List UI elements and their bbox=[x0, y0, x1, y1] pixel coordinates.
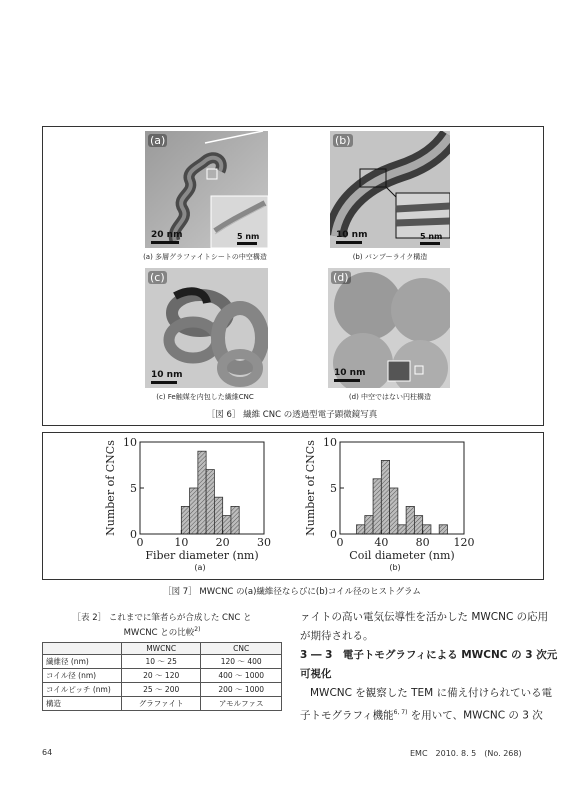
table-cell: アモルファス bbox=[201, 697, 282, 711]
table-header-cell: MWCNC bbox=[122, 643, 201, 655]
body-line: ァイトの高い電気伝導性を活かした MWCNC の応用 bbox=[300, 611, 549, 623]
histogram-fiber-diameter bbox=[98, 436, 283, 566]
panel-tag-a: (a) bbox=[150, 134, 166, 147]
section-heading-line2: 可視化 bbox=[300, 668, 332, 680]
scale-bar-c-main bbox=[151, 370, 182, 384]
scale-label-a-inset: 5 nm bbox=[237, 232, 260, 241]
x-axis-label: Fiber diameter (nm) bbox=[145, 549, 259, 562]
histogram-bar bbox=[390, 488, 398, 534]
x-tick-label: 120 bbox=[453, 536, 475, 549]
section-heading bbox=[300, 646, 562, 684]
histogram-bar bbox=[190, 488, 198, 534]
scale-label-c-main: 10 nm bbox=[151, 370, 183, 380]
table-row-label: コイル径 (nm) bbox=[43, 669, 122, 683]
panel-tag-c: (c) bbox=[150, 271, 165, 284]
histogram-bar bbox=[198, 451, 206, 534]
panel-tag-b: (b) bbox=[335, 134, 351, 147]
table-header-cell bbox=[43, 643, 122, 655]
scale-label-b-main: 10 nm bbox=[336, 230, 368, 240]
histogram-bar bbox=[214, 497, 222, 534]
comparison-table bbox=[42, 642, 282, 711]
x-tick-label: 0 bbox=[136, 536, 144, 549]
table-cell: 120 ～ 400 bbox=[201, 655, 282, 669]
figure-7-title: ［図 7］ MWCNC の(a)繊維径ならびに(b)コイル径のヒストグラム bbox=[163, 587, 421, 597]
table-header-row bbox=[43, 643, 282, 655]
y-tick-label: 10 bbox=[323, 436, 337, 449]
x-tick-label: 0 bbox=[336, 536, 344, 549]
histogram-bar bbox=[206, 470, 214, 534]
body-line-with-ref bbox=[300, 703, 562, 726]
body-line: MWCNC を観察した TEM に備え付けられている電 bbox=[310, 687, 553, 699]
body-paragraph-1 bbox=[300, 608, 562, 646]
figure-6-caption-d: (d) 中空ではない円柱構造 bbox=[348, 393, 432, 401]
body-text-span: を用いて、MWCNC の 3 次 bbox=[407, 709, 543, 722]
figure-6-frame bbox=[42, 126, 544, 426]
table-cell: グラファイト bbox=[122, 697, 201, 711]
table-row-label: コイルピッチ (nm) bbox=[43, 683, 122, 697]
scale-bar-a-main bbox=[151, 230, 182, 244]
histogram-bar bbox=[439, 525, 447, 534]
scale-label-a-main: 20 nm bbox=[151, 230, 183, 240]
y-tick-label: 5 bbox=[330, 482, 337, 495]
x-axis-label: Coil diameter (nm) bbox=[349, 549, 455, 562]
table-cell: 25 ～ 200 bbox=[122, 683, 201, 697]
table-2-title bbox=[42, 613, 282, 639]
histogram-bar bbox=[365, 516, 373, 534]
scale-label-b-inset: 5 nm bbox=[420, 232, 443, 241]
x-tick-label: 80 bbox=[415, 536, 430, 549]
histogram-bar bbox=[381, 460, 389, 534]
figure-7-sub-a: (a) bbox=[194, 563, 206, 572]
table-row bbox=[43, 655, 282, 669]
scale-bar-b-inset bbox=[420, 232, 442, 245]
scale-bar-d-main bbox=[334, 368, 365, 382]
histogram-bar bbox=[398, 525, 406, 534]
table-cell: 200 ～ 1000 bbox=[201, 683, 282, 697]
body-paragraph-2 bbox=[300, 684, 562, 726]
table-row bbox=[43, 669, 282, 683]
table-2-title-line2: MWCNC との比較 bbox=[123, 627, 195, 638]
table-cell: 400 ～ 1000 bbox=[201, 669, 282, 683]
table-row bbox=[43, 683, 282, 697]
table-row-label: 繊維径 (nm) bbox=[43, 655, 122, 669]
figure-7-sub-b: (b) bbox=[389, 563, 401, 572]
x-tick-label: 30 bbox=[257, 536, 271, 549]
x-tick-label: 40 bbox=[374, 536, 389, 549]
figure-6-caption-c: (c) Fe触媒を内包した繊維CNC bbox=[156, 393, 254, 401]
histogram-bar bbox=[231, 506, 239, 534]
figure-6-caption-a: (a) 多層グラファイトシートの中空構造 bbox=[143, 253, 267, 261]
y-axis-label: Number of CNCs bbox=[304, 440, 317, 536]
body-line: が期待される。 bbox=[300, 630, 374, 642]
body-ref: 6, 7) bbox=[393, 709, 408, 716]
histogram-bar bbox=[223, 516, 231, 534]
micrograph-b bbox=[330, 131, 450, 248]
y-axis-label: Number of CNCs bbox=[104, 440, 117, 536]
panel-tag-d: (d) bbox=[333, 271, 349, 284]
scale-bar-a-inset bbox=[237, 232, 259, 245]
body-text-span: 子トモグラフィ機能 bbox=[300, 709, 394, 722]
histogram-bar bbox=[181, 506, 189, 534]
histogram-bar bbox=[406, 506, 414, 534]
scale-bar-b-main bbox=[336, 230, 367, 244]
figure-6-caption-b: (b) バンブーライク構造 bbox=[352, 253, 428, 261]
section-heading-line1: 3 ― 3 電子トモグラフィによる MWCNC の 3 次元 bbox=[300, 649, 558, 661]
x-tick-label: 10 bbox=[174, 536, 189, 549]
histogram-coil-diameter bbox=[298, 436, 483, 566]
table-2-title-line2-wrap bbox=[42, 624, 282, 639]
table-row bbox=[43, 697, 282, 711]
table-cell: 20 ～ 120 bbox=[122, 669, 201, 683]
journal-footer: EMC 2010. 8. 5 (No. 268) bbox=[410, 749, 522, 758]
micrograph-a bbox=[145, 131, 268, 248]
y-tick-label: 10 bbox=[123, 436, 137, 449]
x-tick-label: 20 bbox=[215, 536, 230, 549]
table-2-title-line1: ［表 2］ これまでに筆者らが合成した CNC と bbox=[72, 613, 252, 623]
page-number: 64 bbox=[42, 748, 53, 757]
table-row-label: 構造 bbox=[43, 697, 122, 711]
histogram-bar bbox=[357, 525, 365, 534]
figure-6-title: ［図 6］ 繊維 CNC の透過型電子顕微鏡写真 bbox=[206, 410, 378, 420]
table-2-title-ref: 2) bbox=[194, 626, 201, 633]
plot-frame bbox=[340, 442, 464, 534]
micrograph-c bbox=[145, 268, 268, 388]
y-tick-label: 0 bbox=[330, 528, 337, 541]
histogram-bar bbox=[414, 516, 422, 534]
y-tick-label: 5 bbox=[130, 482, 137, 495]
y-tick-label: 0 bbox=[130, 528, 137, 541]
table-header-cell: CNC bbox=[201, 643, 282, 655]
histogram-bar bbox=[373, 479, 381, 534]
micrograph-d bbox=[328, 268, 450, 388]
scale-label-d-main: 10 nm bbox=[334, 368, 366, 378]
histogram-bar bbox=[423, 525, 431, 534]
table-cell: 10 ～ 25 bbox=[122, 655, 201, 669]
